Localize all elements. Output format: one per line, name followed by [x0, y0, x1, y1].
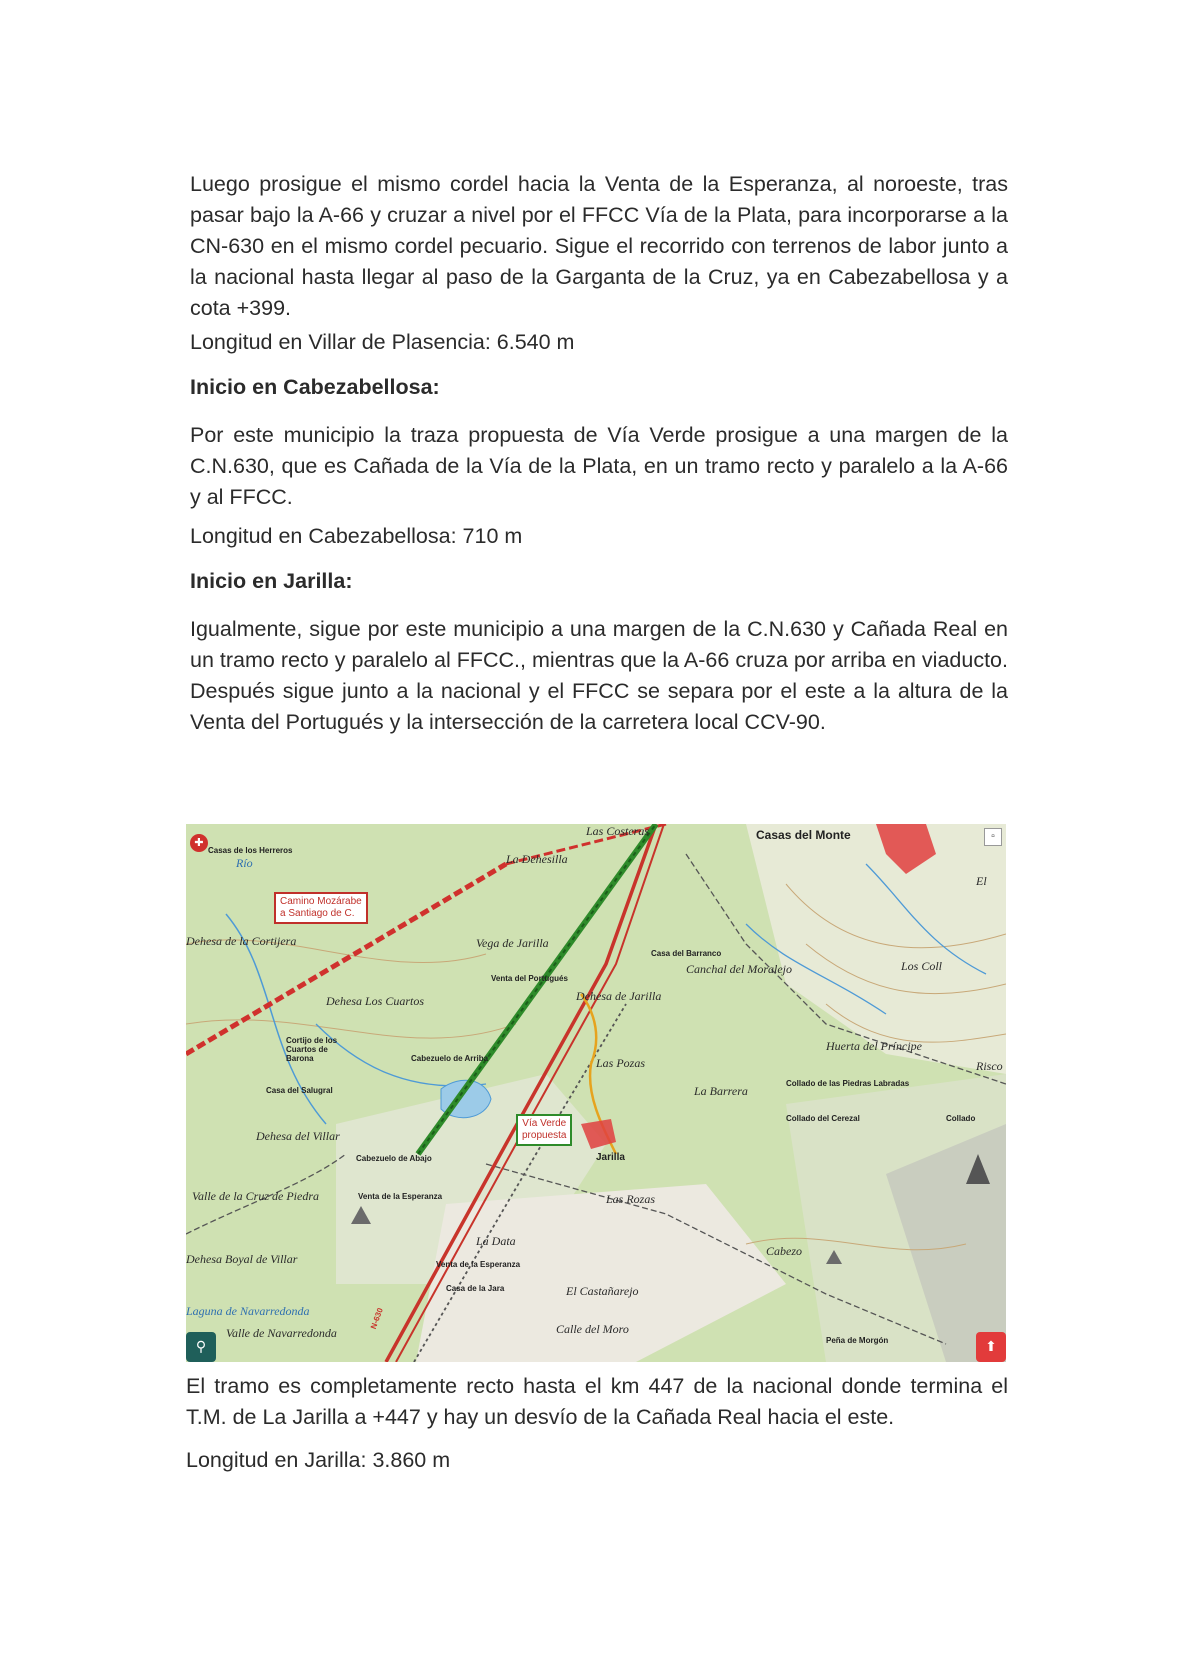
map-label-pena-morgon: Peña de Morgón [826, 1336, 889, 1345]
map-label-mansanedo: Cabezo [766, 1244, 802, 1258]
map-label-venta-portugues: Venta del Portugués [491, 974, 568, 983]
map-label-el-castanar: El Castañarejo [566, 1284, 639, 1298]
map-label-la-dehesilla: La Dehesilla [506, 852, 568, 866]
map-label-collado: Collado [946, 1114, 976, 1123]
paragraph-jarilla: Igualmente, sigue por este municipio a una margen de la C.N.630 y Cañada Real en un tramo recto y paralelo al FFCC., mientras que la A-66 cruza por arriba en viaducto. Después sigue junto a la nacional y el FFCC se separa por el este a la altura de la Venta del Portugués y la intersección de la carretera local CCV-90. [190, 617, 1008, 734]
map-label-dehesa-boyal: Dehesa Boyal de Villar [186, 1252, 298, 1266]
paragraph-tramo-recto: El tramo es completamente recto hasta el km 447 de la nacional donde termina el T.M. de La Jarilla a +447 y hay un desvío de la Cañada Real hacia el este. [186, 1374, 1008, 1429]
route-map [186, 824, 1006, 1362]
map-label-venta-esperanza-2: Venta de la Esperanza [436, 1260, 521, 1269]
map-expand-icon[interactable]: ▫ [984, 828, 1002, 846]
map-label-las-costeras: Las Costeras [586, 824, 650, 838]
map-label-n630: N-630 [368, 1306, 385, 1331]
paragraph-villar-route: Luego prosigue el mismo cordel hacia la Venta de la Esperanza, al noroeste, tras pasar bajo la A-66 y cruzar a nivel por el FFCC Vía de la Plata, para incorporarse a la CN-630 en el mismo cordel pecuario. Sigue el recorrido con terrenos de labor junto a la nacional hasta llegar al paso de la Garganta de la Cruz, ya en Cabezabellosa y a cota +399. [190, 172, 1008, 320]
length-villar: Longitud en Villar de Plasencia: 6.540 m [190, 330, 575, 354]
length-jarilla: Longitud en Jarilla: 3.860 m [186, 1448, 451, 1472]
map-label-cabezuelo-arriba: Cabezuelo de Arriba [411, 1054, 489, 1063]
map-label-laguna-navarredonda: Laguna de Navarredonda [186, 1304, 310, 1318]
map-label-vega-jarilla: Vega de Jarilla [476, 936, 549, 950]
map-label-venta-esperanza: Venta de la Esperanza [358, 1192, 443, 1201]
map-label-risco: Risco [976, 1059, 1003, 1073]
map-label-calle-moro: Calle del Moro [556, 1322, 629, 1336]
map-label-casa-salugral: Casa del Salugral [266, 1086, 333, 1095]
map-label-valle-navarredonda: Valle de Navarredonda [226, 1326, 337, 1340]
map-label-collado-piedras: Collado de las Piedras Labradas [786, 1079, 910, 1088]
length-cabezabellosa: Longitud en Cabezabellosa: 710 m [190, 524, 523, 548]
map-label-los-coll: Los Coll [901, 959, 943, 973]
map-marker-icon[interactable]: ✚ [190, 834, 208, 852]
map-label-canchal-moralejo: Canchal del Moralejo [686, 962, 792, 976]
map-location-pin-icon[interactable]: ⚲ [186, 1332, 216, 1362]
map-label-dehesa-cuartos: Dehesa Los Cuartos [326, 994, 425, 1008]
map-label-cortijo-cuartos: Cortijo de los Cuartos de Barona [286, 1036, 338, 1063]
via-verde-label: Vía Verde propuesta [516, 1114, 572, 1146]
heading-jarilla: Inicio en Jarilla: [190, 569, 353, 593]
map-label-dehesa-villar: Dehesa del Villar [256, 1129, 340, 1143]
map-label-el: El [976, 874, 987, 888]
map-label-valle-cruz: Valle de la Cruz de Piedra [192, 1189, 319, 1203]
map-label-dehesa-cortijera: Dehesa de la Cortijera [186, 934, 297, 948]
map-label-jarilla: Jarilla [596, 1152, 625, 1163]
map-alert-icon[interactable]: ⬆ [976, 1332, 1006, 1362]
map-label-casas-del-monte: Casas del Monte [756, 828, 851, 842]
map-label-huerta-principe: Huerta del Príncipe [826, 1039, 922, 1053]
map-label-la-data: La Data [476, 1234, 516, 1248]
paragraph-cabezabellosa: Por este municipio la traza propuesta de Vía Verde prosigue a una margen de la C.N.630, que es Cañada de la Vía de la Plata, en un tramo recto y paralelo a la A-66 y al FFCC. [190, 423, 1008, 509]
camino-mozarabe-label: Camino Mozárabe a Santiago de C. [274, 892, 368, 924]
heading-cabezabellosa: Inicio en Cabezabellosa: [190, 375, 440, 399]
map-label-rio: Río [236, 856, 253, 870]
map-label-casa-barranco: Casa del Barranco [651, 949, 722, 958]
map-label-cabezuelo-abajo: Cabezuelo de Abajo [356, 1154, 432, 1163]
map-label-casa-jara: Casa de la Jara [446, 1284, 505, 1293]
map-label-las-rozas: Las Rozas [606, 1192, 656, 1206]
map-label-las-pozas: Las Pozas [596, 1056, 646, 1070]
map-label-casas-herreros: Casas de los Herreros [208, 846, 293, 855]
map-label-la-barrera: La Barrera [694, 1084, 748, 1098]
map-label-dehesa-jarilla: Dehesa de Jarilla [576, 989, 662, 1003]
map-label-collado-cerezal: Collado del Cerezal [786, 1114, 860, 1123]
